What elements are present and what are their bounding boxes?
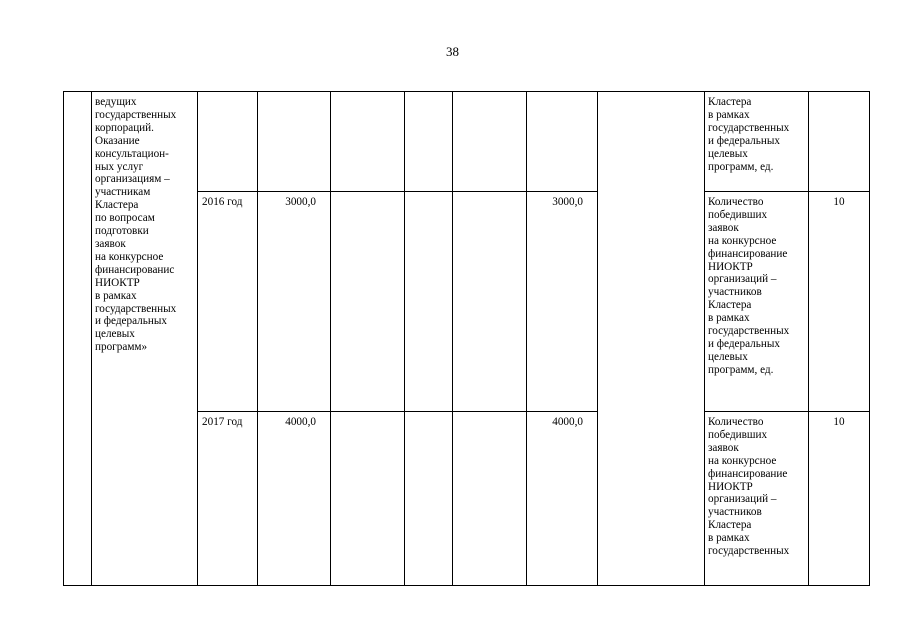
col6-cell: [527, 92, 598, 192]
col4-cell: [405, 412, 453, 586]
indicator-text: Количество победивших заявок на конкурсное финансирование НИОКТР организаций – участников Кластера в рамках государственных: [708, 416, 790, 558]
col4-cell: [405, 92, 453, 192]
col3-cell: [331, 92, 405, 192]
row-number-cell: [64, 92, 92, 586]
year-cell: 2017 год: [198, 412, 258, 586]
activity-cell: [92, 92, 198, 412]
total-cell: 4000,0: [258, 412, 331, 586]
value-cell: [809, 92, 870, 192]
page-number: 38: [446, 44, 459, 59]
col6-cell: 3000,0: [527, 192, 598, 412]
col3-cell: [331, 412, 405, 586]
col5-cell: [453, 92, 527, 192]
col5-cell: [453, 412, 527, 586]
value-cell: 10: [809, 412, 870, 586]
col5-cell: [453, 192, 527, 412]
year-cell: 2016 год: [198, 192, 258, 412]
program-table: [63, 91, 870, 586]
indicator-cell: [705, 192, 809, 412]
col4-cell: [405, 192, 453, 412]
indicator-text: Количество победивших заявок на конкурсное финансирование НИОКТР организаций – участников Кластера в рамках государственных и федеральных целевых программ, ед.: [708, 196, 790, 376]
activity-text: ведущих государственных корпораций. Оказание консультацион- ных услуг организациям – участникам Кластера по вопросам подготовки заявок на конкурсное финансированис НИОКТР в рамках государственных и федеральных целевых программ»: [95, 96, 177, 354]
indicator-text: Кластера в рамках государственных и федеральных целевых программ, ед.: [708, 96, 790, 173]
activity-continuation-cell: [92, 412, 198, 586]
table-row: [64, 92, 870, 192]
indicator-cell: [705, 412, 809, 586]
year-cell: [198, 92, 258, 192]
col6-cell: 4000,0: [527, 412, 598, 586]
total-cell: [258, 92, 331, 192]
col3-cell: [331, 192, 405, 412]
responsible-cell: [598, 92, 705, 586]
total-cell: 3000,0: [258, 192, 331, 412]
table-row: [64, 412, 870, 586]
indicator-cell: [705, 92, 809, 192]
value-cell: 10: [809, 192, 870, 412]
